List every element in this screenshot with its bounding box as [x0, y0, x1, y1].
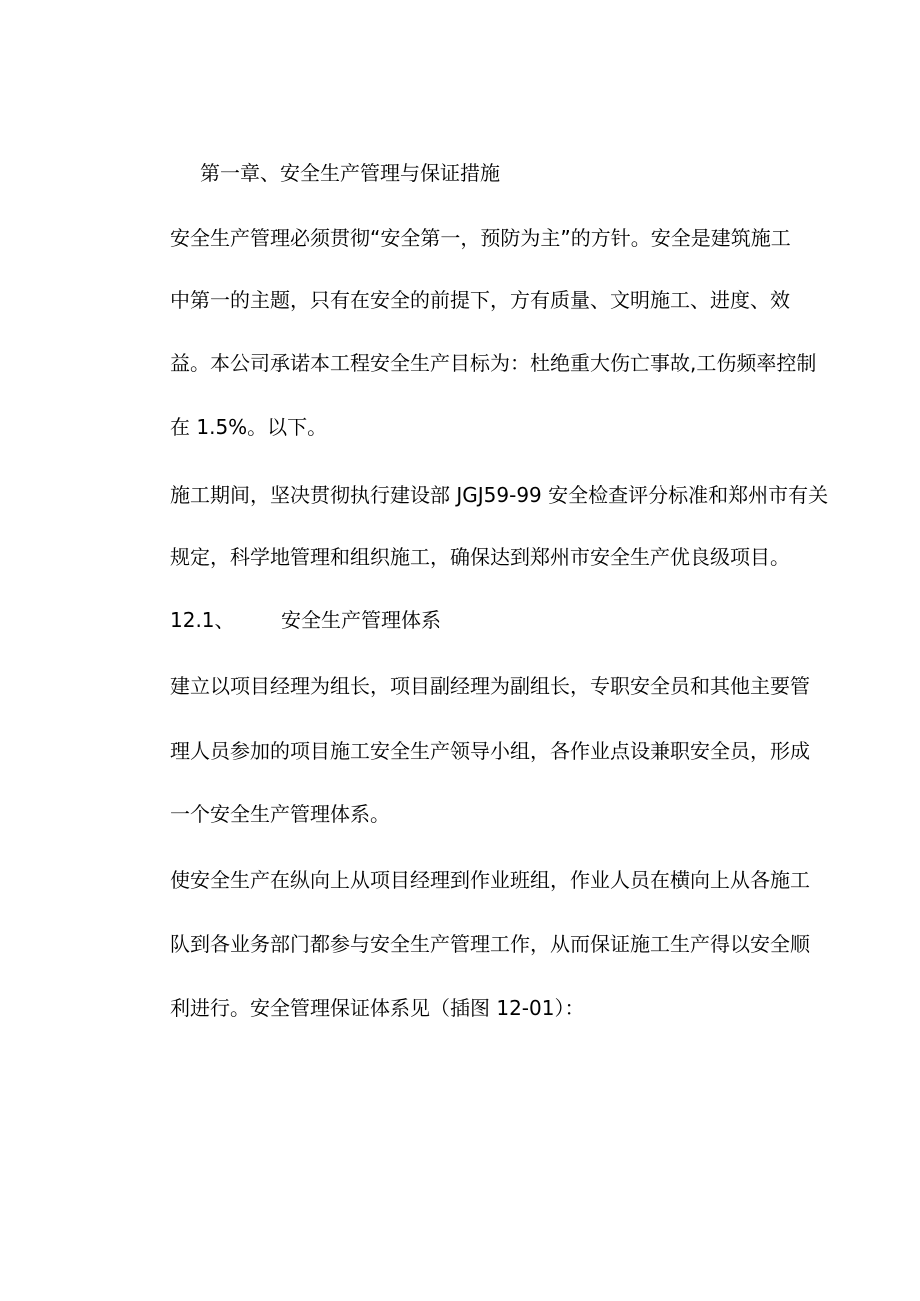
- paragraph1-line4: 在 1.5%。以下。: [170, 415, 328, 439]
- paragraph1-line3: 益。本公司承诺本工程安全生产目标为：杜绝重大伤亡事故,工伤频率控制: [170, 351, 817, 375]
- paragraph3-line2: 理人员参加的项目施工安全生产领导小组，各作业点设兼职安全员，形成: [170, 739, 810, 763]
- chapter-heading: 第一章、安全生产管理与保证措施: [200, 161, 500, 185]
- paragraph3-line1: 建立以项目经理为组长，项目副经理为副组长，专职安全员和其他主要管: [170, 674, 810, 698]
- paragraph3-line3: 一个安全生产管理体系。: [170, 802, 390, 826]
- paragraph1-line1: 安全生产管理必须贯彻“安全第一，预防为主”的方针。安全是建筑施工: [170, 226, 791, 250]
- paragraph2-line1: 施工期间，坚决贯彻执行建设部 JGJ59-99 安全检查评分标准和郑州市有关: [170, 483, 829, 507]
- paragraph4-line2: 队到各业务部门都参与安全生产管理工作，从而保证施工生产得以安全顺: [170, 932, 810, 956]
- paragraph2-line2: 规定，科学地管理和组织施工，确保达到郑州市安全生产优良级项目。: [170, 545, 790, 569]
- paragraph4-line3: 利进行。安全管理保证体系见（插图 12-01）：: [170, 996, 585, 1020]
- paragraph4-line1: 使安全生产在纵向上从项目经理到作业班组，作业人员在横向上从各施工: [170, 868, 810, 892]
- section-number: 12.1、: [170, 608, 235, 632]
- section-title: 安全生产管理体系: [281, 608, 441, 632]
- paragraph1-line2: 中第一的主题，只有在安全的前提下，方有质量、文明施工、进度、效: [170, 288, 790, 312]
